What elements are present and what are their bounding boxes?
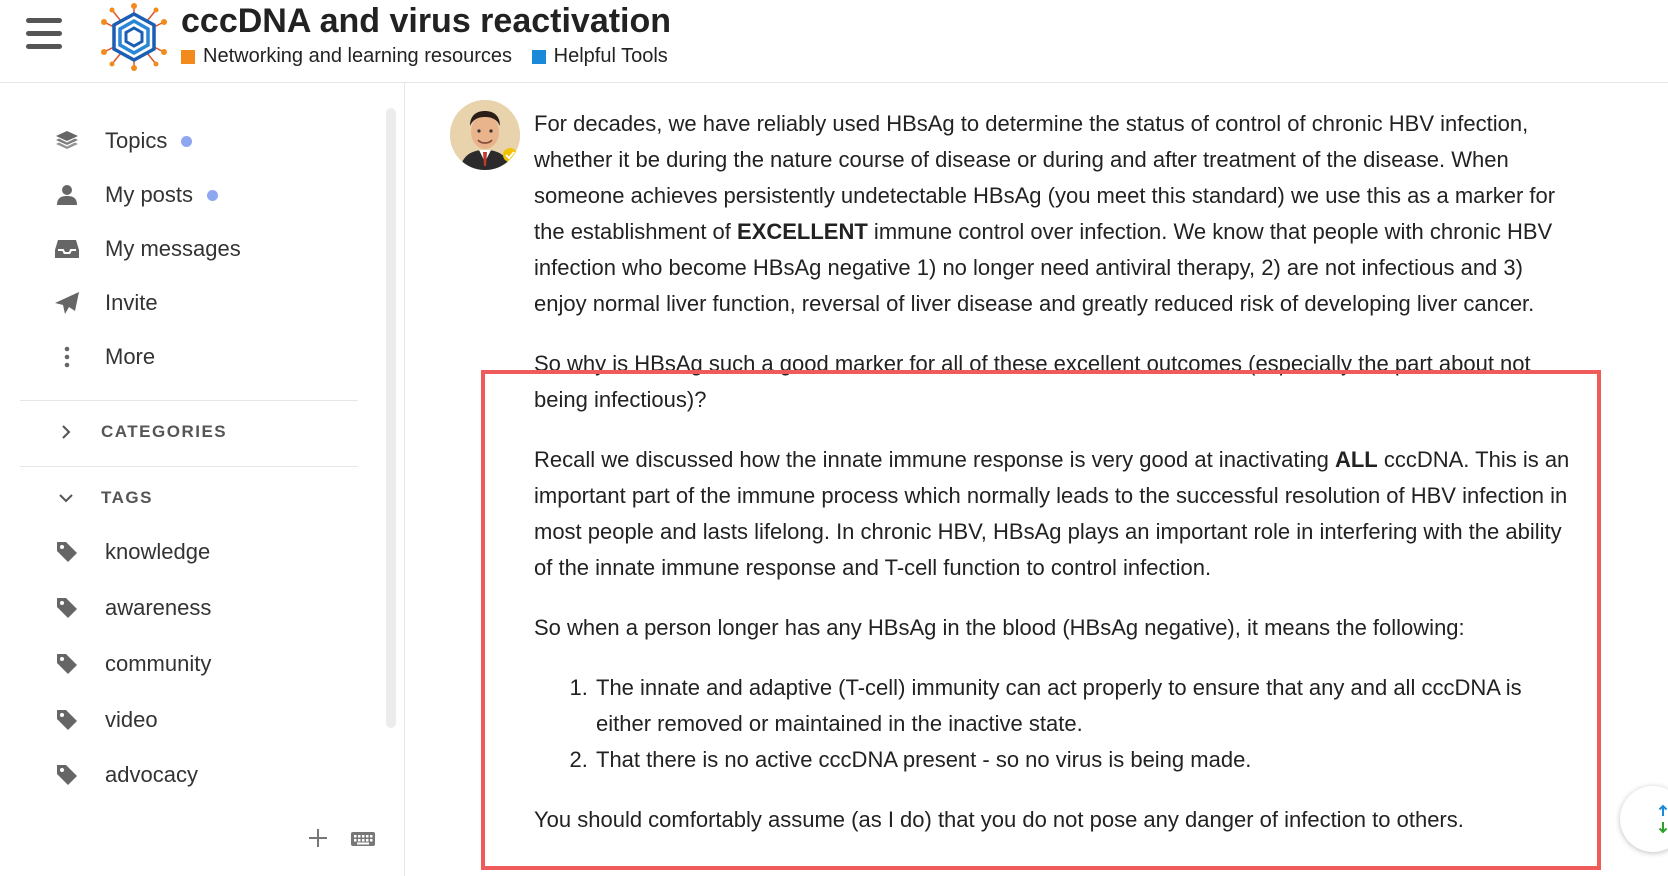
sidebar-section-categories[interactable] (20, 410, 358, 454)
user-icon (50, 180, 84, 210)
site-header (0, 0, 1668, 83)
category-color-swatch (181, 50, 195, 64)
category-link-networking[interactable] (181, 45, 512, 68)
post-paragraph (534, 106, 1574, 322)
sidebar-tag-video[interactable] (20, 695, 360, 745)
sidebar-tag-awareness[interactable] (20, 583, 360, 633)
sidebar-tag-community[interactable] (20, 639, 360, 689)
post-text: Recall we discussed how the innate immune response is very good at inactivating (534, 447, 1335, 472)
sidebar-item-label: My posts (105, 182, 194, 207)
sidebar-scrollbar[interactable] (386, 108, 396, 728)
sidebar-item-topics[interactable] (20, 116, 360, 166)
tag-label: community (105, 651, 212, 676)
keyboard-icon[interactable] (350, 828, 376, 850)
category-link-label: Helpful Tools (553, 45, 668, 67)
plus-icon[interactable] (305, 825, 331, 851)
category-link-helpful-tools[interactable] (532, 45, 668, 68)
unread-dot (181, 136, 192, 147)
paper-plane-icon (50, 288, 84, 318)
avatar[interactable] (450, 100, 520, 170)
layers-icon (50, 126, 84, 156)
list-item: 1. The innate and adaptive (T-cell) immunity can act properly to ensure that any and all cccDNA is either removed or maintained in the inactive state. (594, 670, 1574, 742)
tag-icon (50, 705, 84, 735)
tag-label: knowledge (105, 539, 211, 564)
sidebar-item-label: More (105, 344, 156, 369)
sidebar-section-label: CATEGORIES (101, 422, 228, 441)
arrow-up-icon (1660, 806, 1667, 816)
site-logo[interactable] (98, 2, 170, 72)
tag-icon (50, 760, 84, 790)
tag-icon (50, 593, 84, 623)
sidebar-item-my-posts[interactable] (20, 170, 360, 220)
category-link-label: Networking and learning resources (203, 45, 513, 67)
category-color-swatch (532, 50, 546, 64)
post-paragraph: You should comfortably assume (as I do) that you do not pose any danger of infection to others. (534, 807, 1464, 832)
sidebar-item-label: My messages (105, 236, 241, 261)
arrow-down-icon (1660, 822, 1667, 832)
sidebar-divider (20, 466, 358, 467)
scroll-navigation-button[interactable] (1620, 786, 1668, 852)
sidebar-divider (20, 400, 358, 401)
hamburger-menu-icon[interactable] (22, 14, 66, 54)
vertical-dots-icon (50, 342, 84, 372)
sidebar-section-label: TAGS (101, 488, 153, 507)
post-bold-text: ALL (1334, 447, 1378, 472)
sidebar-item-my-messages[interactable] (20, 224, 360, 274)
sidebar-item-label: Topics (105, 128, 168, 153)
inbox-icon (50, 234, 84, 264)
sidebar-item-invite[interactable] (20, 278, 360, 328)
post-text: immune control over infection. We know that people with chronic HBV infection who become HBsAg negative 1) no longer need antiviral therapy, 2) are not infectious and 3) enjoy normal liver function, reversal of liver disease and greatly reduced risk of developing liver cancer. (534, 219, 1553, 316)
tag-label: awareness (105, 595, 212, 620)
header-category-links (181, 45, 682, 70)
tag-label: advocacy (105, 762, 198, 787)
post-text: cccDNA. This is an important part of the immune process which normally leads to the successful resolution of HBV infection in most people and lasts lifelong. In chronic HBV, HBsAg plays an important role in interfering with the ability of the innate immune response and T-cell function to control infection. (534, 447, 1570, 580)
post-text: For decades, we have reliably used HBsAg to determine the status of control of chronic HBV infection, whether it be during the nature course of disease or during and after treatment of the disease. When someone achieves persistently undetectable HBsAg (you meet this standard) we use this as a marker for the establishment of (534, 111, 1556, 244)
sidebar-tag-advocacy[interactable] (20, 750, 360, 800)
sidebar-tag-knowledge[interactable] (20, 527, 360, 577)
sidebar-section-tags[interactable] (20, 476, 358, 520)
tag-icon (50, 649, 84, 679)
highlight-box (481, 370, 1601, 870)
sidebar-item-label: Invite (105, 290, 158, 315)
chevron-right-icon (56, 422, 76, 442)
page-title: cccDNA and virus reactivation (181, 2, 672, 40)
chevron-down-icon (56, 488, 76, 508)
post-paragraph: So when a person longer has any HBsAg in the blood (HBsAg negative), it means the following: (534, 615, 1465, 640)
tag-icon (50, 537, 84, 567)
post-bold-text: EXCELLENT (737, 219, 868, 244)
sidebar-item-more[interactable] (20, 332, 360, 382)
post-paragraph: So why is HBsAg such a good marker for all of these excellent outcomes (especially the part about not being infectious)? (534, 351, 1531, 412)
unread-dot (207, 190, 218, 201)
list-item: 2. That there is no active cccDNA present - so no virus is being made. (594, 742, 1574, 778)
tag-label: video (105, 707, 158, 732)
